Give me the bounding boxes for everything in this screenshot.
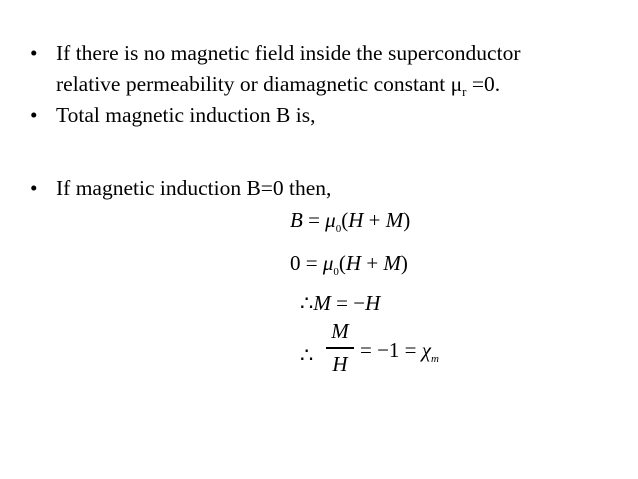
fraction-denominator: H — [332, 352, 348, 376]
eq-symbol-m: M — [313, 291, 331, 315]
equation-induction — [290, 208, 410, 241]
eq-chi-subscript: m — [431, 353, 439, 365]
eq-rhs-text: = −1 = — [360, 338, 422, 362]
bullet-item-zero-induction — [30, 173, 630, 204]
eq-mu-subscript: 0 — [335, 223, 342, 235]
eq-zero: 0 — [290, 251, 301, 275]
equation-m-equals-minus-h — [300, 291, 380, 315]
bullet-item-no-field — [30, 38, 630, 100]
eq-symbol-h: H — [348, 208, 364, 232]
eq-paren-open: ( — [341, 208, 349, 232]
eq-paren-close: ) — [403, 208, 411, 232]
eq-symbol-b: B — [290, 208, 303, 232]
line2-prefix: relative permeability or diamagnetic constant μ — [56, 72, 463, 96]
eq-operator-plus: + — [363, 208, 386, 232]
eq-symbol-mu: μ — [325, 208, 336, 232]
eq-paren-close: ) — [400, 251, 408, 275]
fraction-numerator: M — [331, 319, 349, 343]
eq-symbol-h: H — [365, 291, 381, 315]
eq-symbol-m: M — [383, 251, 401, 275]
eq-mu-subscript: 0 — [333, 266, 339, 278]
therefore-symbol: ∴ — [300, 343, 314, 367]
bullet-item-total-induction — [30, 100, 630, 131]
eq-operator: = − — [330, 291, 366, 315]
eq-paren-open: ( — [338, 251, 346, 275]
eq-symbol-chi: χ — [421, 338, 432, 362]
bullet-marker: • — [30, 103, 38, 127]
mu-r-subscript: r — [462, 84, 467, 99]
line2-suffix: =0. — [466, 72, 501, 96]
eq-rhs — [360, 338, 439, 371]
eq-operator-plus: + — [361, 251, 384, 275]
eq-symbol-mu: μ — [322, 251, 334, 275]
eq-symbol-h: H — [345, 251, 362, 275]
bullet-text: If magnetic induction B=0 then, — [56, 176, 332, 200]
eq-symbol-m: M — [385, 208, 404, 232]
bullet-text-line1: If there is no magnetic field inside the superconductor — [56, 41, 521, 65]
therefore-symbol: ∴ — [300, 291, 314, 315]
fraction-bar — [326, 347, 354, 349]
bullet-marker: • — [30, 41, 38, 65]
equation-zero-induction — [290, 251, 408, 284]
bullet-marker: • — [30, 176, 38, 200]
eq-operator: = — [302, 208, 326, 232]
eq-operator: = — [300, 251, 323, 275]
bullet-text: Total magnetic induction B is, — [56, 103, 316, 127]
